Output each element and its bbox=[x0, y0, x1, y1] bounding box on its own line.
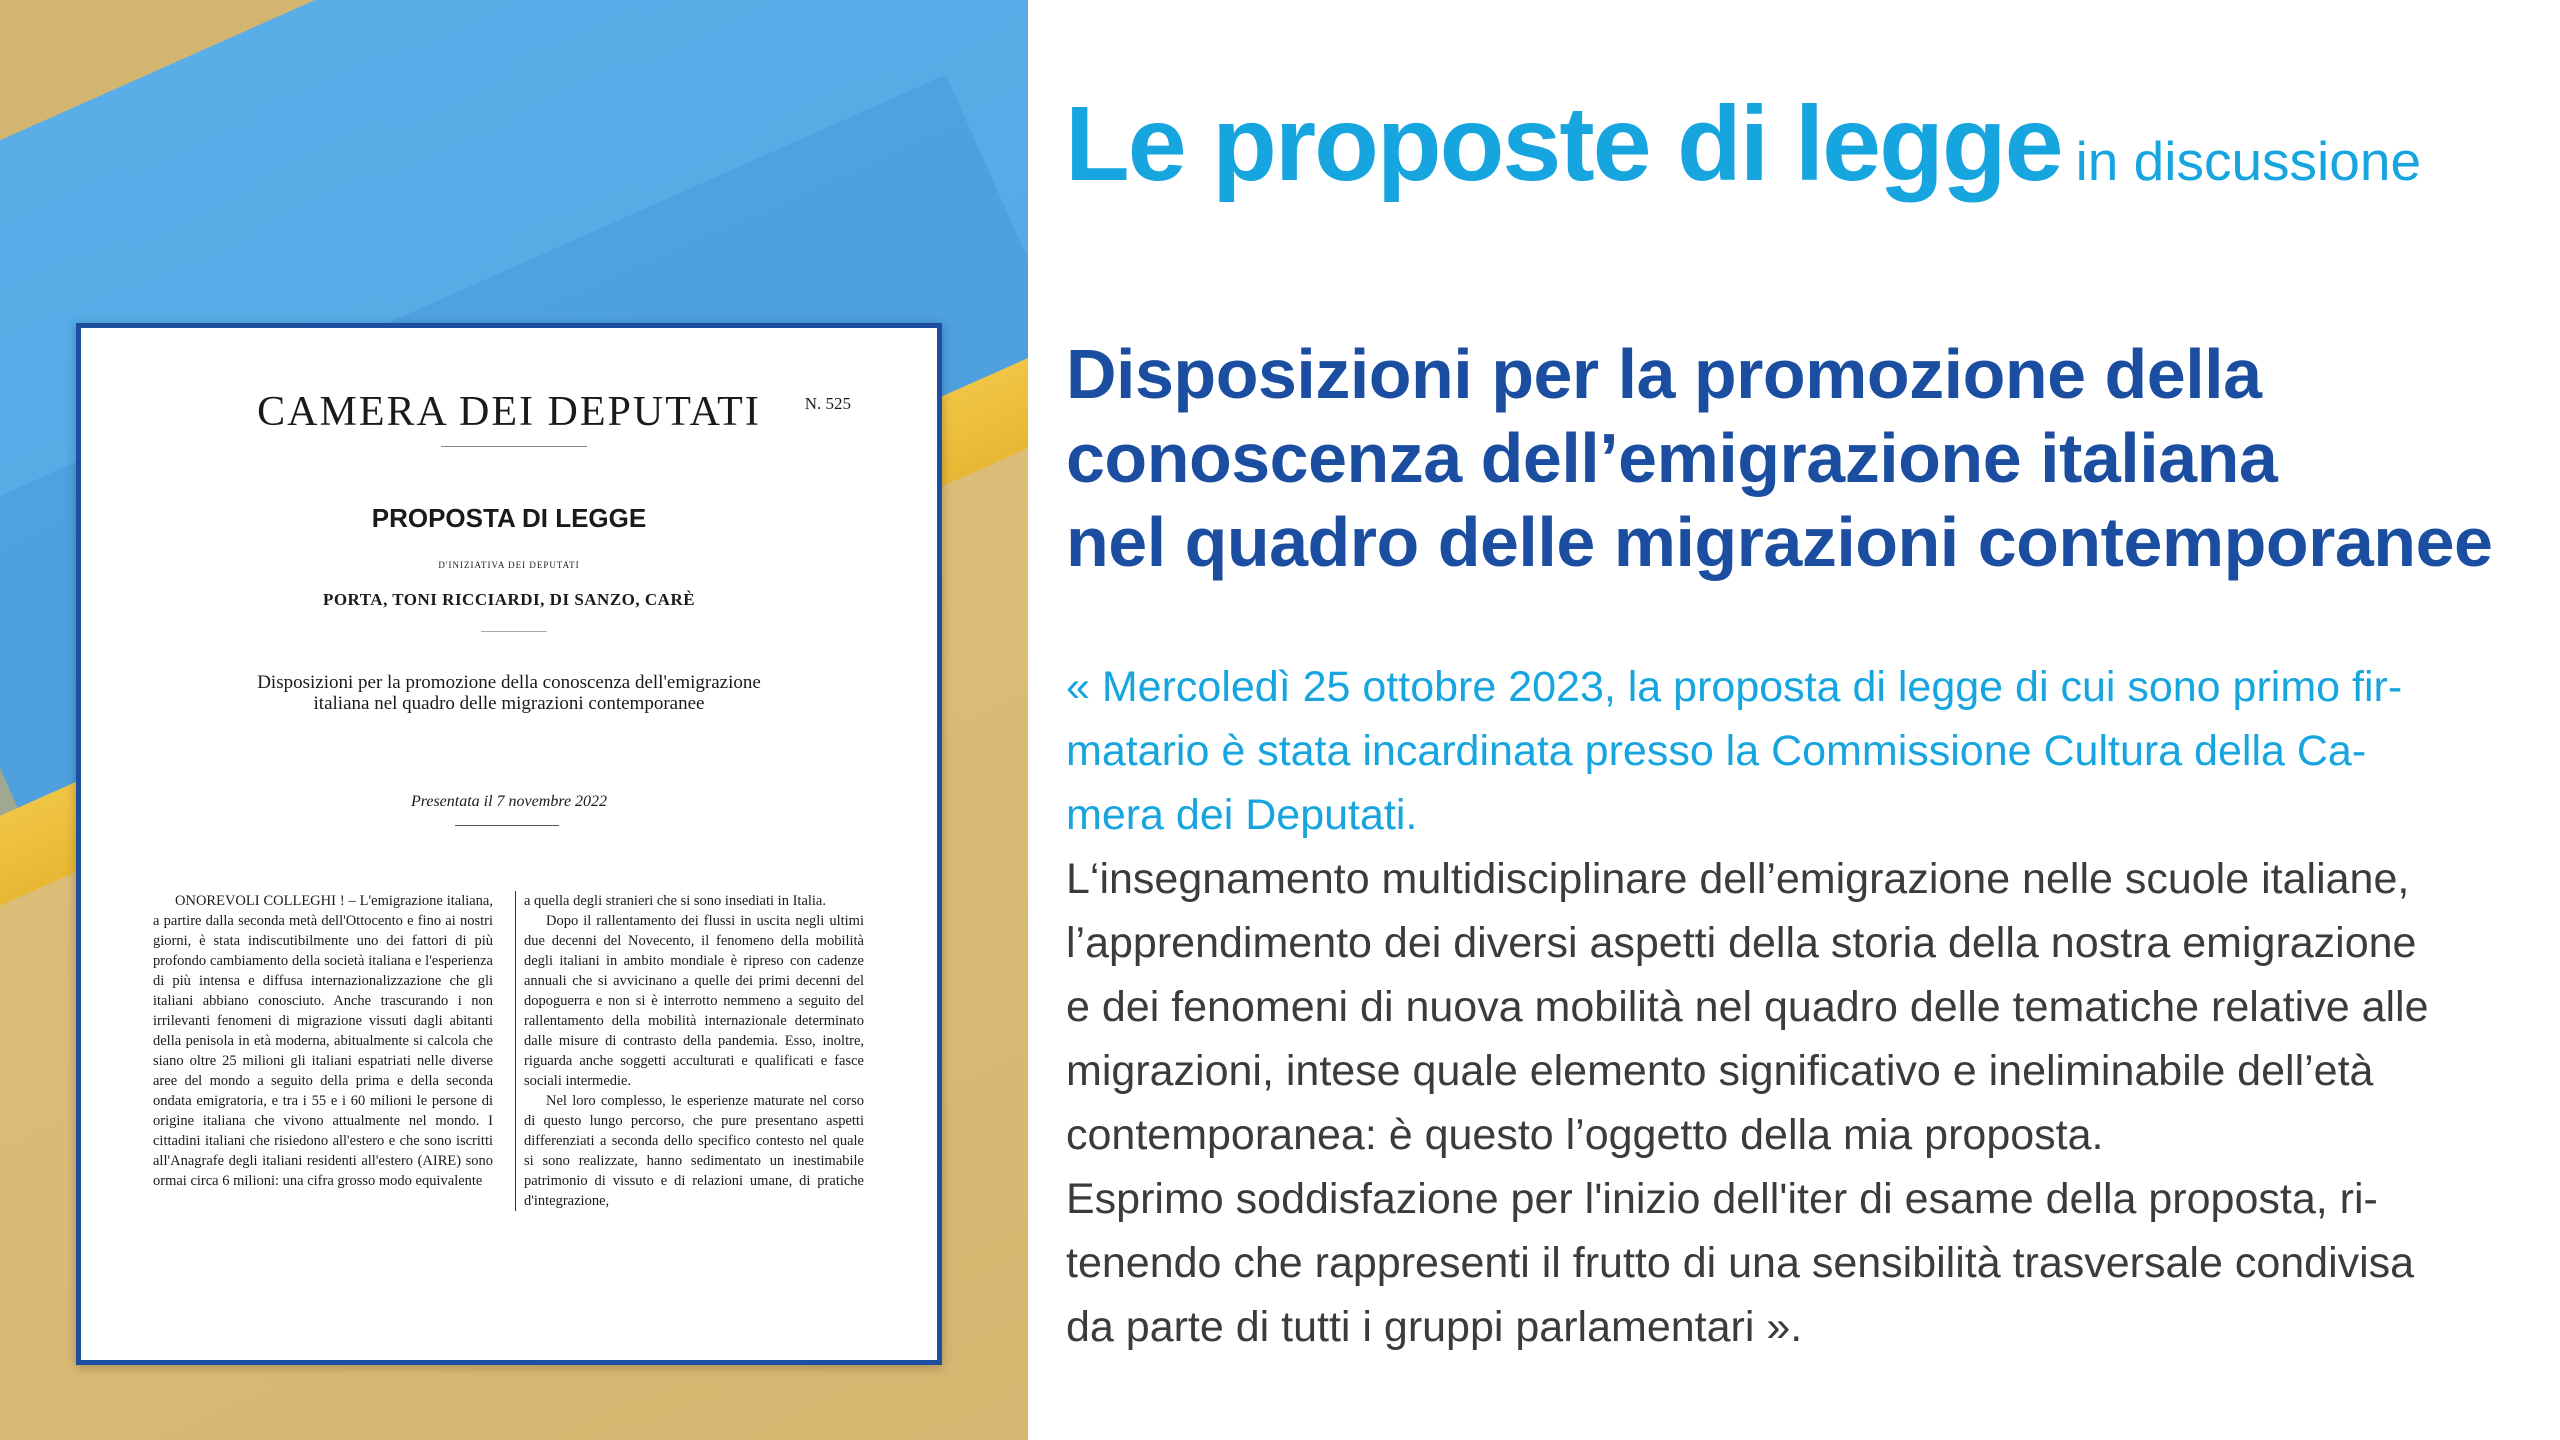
body-line: migrazioni, intese quale elemento significativo e ineliminabile dell’età bbox=[1066, 1047, 2374, 1095]
bill-title-line: Disposizioni per la promozione della bbox=[1066, 335, 2262, 413]
document-paragraph: ONOREVOLI COLLEGHI ! – L'emigrazione italiana, a partire dalla seconda metà dell'Ottocento e fino ai nostri giorni, è stata indiscutibilmente uno dei fattori di più profondo cambiamento della società italiana e l'esperienza di più intensa e diffusa internazionalizzazione che gli italiani abbiano conosciuto. Anche trascurando i non irrilevanti fenomeni di migrazione vissuti dagli abitanti della penisola in età moderna, abitualmente si calcola che siano oltre 25 milioni gli italiani espatriati nelle diverse aree del mondo a seguito della prima e della seconda ondata emigratoria, e tra i 55 e i 60 milioni le persone di origine italiana che vivono attualmente nel mondo. I cittadini italiani che risiedono all'estero e che sono iscritti all'Anagrafe degli italiani residenti all'estero (AIRE) sono ormai circa 6 milioni: una cifra grosso modo equivalente bbox=[153, 893, 493, 1189]
body-line: contemporanea: è questo l’oggetto della mia proposta. bbox=[1066, 1111, 2104, 1159]
document-paragraph: Nel loro complesso, le esperienze maturate nel corso di questo lungo percorso, che pure presentano aspetti differenziati a seconda dello specifico contesto nel quale si sono realizzate, hanno sedimentato un inestimabile patrimonio di vissuto e di relazioni umane, di pratiche d'integrazione, bbox=[524, 1093, 864, 1209]
document-divider bbox=[455, 825, 559, 826]
document-date: Presentata il 7 novembre 2022 bbox=[410, 793, 608, 810]
document-paragraph: a quella degli stranieri che si sono insediati in Italia. bbox=[524, 893, 826, 909]
document-title bbox=[181, 672, 837, 714]
document-column-left bbox=[153, 891, 493, 1191]
document-number: N. 525 bbox=[804, 394, 851, 413]
bill-title-line: nel quadro delle migrazioni contemporanee bbox=[1066, 503, 2493, 581]
body-line: L‘insegnamento multidisciplinare dell’emigrazione nelle scuole italiane, bbox=[1066, 855, 2410, 903]
document-column-right bbox=[515, 891, 864, 1211]
body-line: tenendo che rappresenti il frutto di una sensibilità trasversale condivisa bbox=[1066, 1239, 2415, 1287]
document-initiative: D'INIZIATIVA DEI DEPUTATI bbox=[438, 560, 580, 570]
document-paragraph: Dopo il rallentamento dei flussi in uscita negli ultimi due decenni del Novecento, il fenomeno della mobilità degli italiani in ambito mondiale è ripreso con cadenze annuali che si avvicinano a quelle dei primi decenni del dopoguerra e non si è interrotto nemmeno a seguito del rallentamento della mobilità internazionale determinato dalle misure di contrasto della pandemia. Esso, inoltre, riguarda anche soggetti acculturati e qualificati e fasce sociali intermedie. bbox=[524, 913, 864, 1089]
body-line: l’apprendimento dei diversi aspetti della storia della nostra emigrazione bbox=[1066, 919, 2417, 967]
background-photo bbox=[0, 0, 1028, 1440]
bill-document-image bbox=[76, 323, 942, 1365]
body-line: e dei fenomeni di nuova mobilità nel quadro delle tematiche relative alle bbox=[1066, 983, 2429, 1031]
document-chamber-title: CAMERA DEI DEPUTATI bbox=[257, 389, 761, 435]
bill-title bbox=[1066, 332, 2526, 584]
body-line: da parte di tutti i gruppi parlamentari ». bbox=[1066, 1303, 1803, 1351]
statement-text bbox=[1066, 655, 2506, 1359]
document-title-line: Disposizioni per la promozione della conoscenza dell'emigrazione bbox=[257, 672, 761, 693]
bill-title-line: conoscenza dell’emigrazione italiana bbox=[1066, 419, 2278, 497]
quote-line: mera dei Deputati. bbox=[1066, 791, 1418, 839]
body-line: Esprimo soddisfazione per l'inizio dell'iter di esame della proposta, ri- bbox=[1066, 1175, 2378, 1223]
page-heading bbox=[1065, 84, 2421, 205]
heading-main: Le proposte di legge bbox=[1065, 85, 2062, 203]
quote-line: « Mercoledì 25 ottobre 2023, la proposta di legge di cui sono primo fir- bbox=[1066, 663, 2403, 711]
heading-sub: in discussione bbox=[2075, 130, 2422, 192]
document-divider bbox=[481, 631, 547, 632]
document-authors: PORTA, TONI RICCIARDI, DI SANZO, CARÈ bbox=[322, 590, 696, 609]
quote-line: matario è stata incardinata presso la Commissione Cultura della Ca- bbox=[1066, 727, 2367, 775]
document-title-line: italiana nel quadro delle migrazioni contemporanee bbox=[313, 693, 705, 714]
document-type: PROPOSTA DI LEGGE bbox=[371, 503, 647, 533]
document-divider bbox=[441, 446, 587, 447]
